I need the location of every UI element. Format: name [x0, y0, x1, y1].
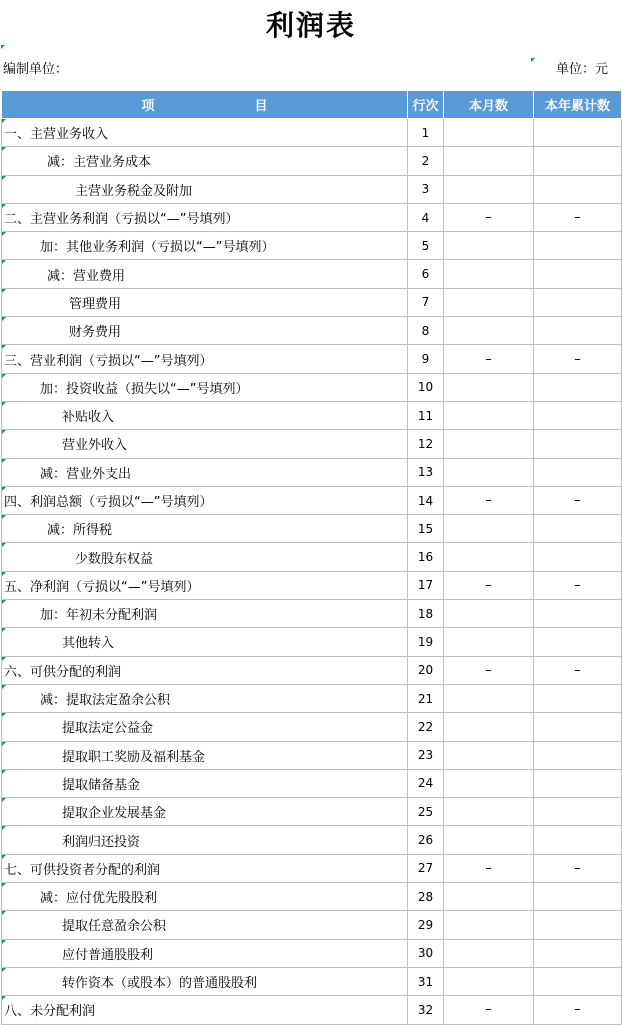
row-month-amount[interactable] — [444, 543, 534, 571]
table-row — [2, 317, 622, 345]
table-row — [2, 373, 622, 401]
cell-marker — [2, 147, 6, 151]
row-item-cell[interactable] — [2, 996, 408, 1024]
cell-marker — [2, 657, 6, 661]
row-item-cell[interactable] — [2, 119, 408, 147]
row-item-cell[interactable] — [2, 260, 408, 288]
cell-marker — [2, 204, 6, 208]
table-row — [2, 883, 622, 911]
table-row — [2, 684, 622, 712]
row-ytd-amount[interactable] — [534, 741, 622, 769]
income-statement-table — [1, 90, 622, 1025]
row-ytd-amount[interactable] — [534, 515, 622, 543]
row-label: 提取职工奖励及福利基金 — [62, 749, 206, 765]
row-month-amount[interactable]: – — [444, 571, 534, 599]
row-item-cell[interactable] — [2, 203, 408, 231]
table-row — [2, 232, 622, 260]
row-line-number[interactable]: 16 — [408, 543, 444, 571]
row-month-amount[interactable] — [444, 458, 534, 486]
row-month-amount[interactable] — [444, 798, 534, 826]
row-label: 管理费用 — [69, 296, 122, 312]
cell-marker — [2, 176, 6, 180]
row-line-number[interactable]: 21 — [408, 684, 444, 712]
row-line-number[interactable]: 13 — [408, 458, 444, 486]
row-month-amount[interactable] — [444, 317, 534, 345]
cell-marker — [1, 45, 5, 49]
row-ytd-amount[interactable] — [534, 883, 622, 911]
cell-marker — [2, 628, 6, 632]
cell-marker — [2, 572, 6, 576]
cell-marker — [2, 430, 6, 434]
row-item-cell[interactable] — [2, 600, 408, 628]
cell-marker — [2, 402, 6, 406]
row-line-number[interactable]: 31 — [408, 967, 444, 995]
row-month-amount[interactable] — [444, 401, 534, 429]
table-row — [2, 939, 622, 967]
row-label: 利润归还投资 — [62, 834, 141, 850]
row-ytd-amount[interactable] — [534, 260, 622, 288]
row-month-amount[interactable] — [444, 260, 534, 288]
row-item-cell[interactable] — [2, 373, 408, 401]
row-label: 七、可供投资者分配的利润 — [4, 862, 161, 878]
row-ytd-amount[interactable] — [534, 939, 622, 967]
cell-marker — [2, 119, 6, 123]
row-line-number[interactable]: 32 — [408, 996, 444, 1024]
cell-marker — [2, 317, 6, 321]
row-line-number[interactable]: 5 — [408, 232, 444, 260]
row-line-number[interactable]: 15 — [408, 515, 444, 543]
unit-label: 单位：元 — [555, 62, 608, 77]
row-line-number[interactable]: 12 — [408, 430, 444, 458]
row-item-cell[interactable] — [2, 317, 408, 345]
row-month-amount[interactable]: – — [444, 656, 534, 684]
table-row — [2, 515, 622, 543]
row-line-number[interactable]: 29 — [408, 911, 444, 939]
row-label: 减：所得税 — [47, 523, 113, 539]
cell-marker — [2, 855, 6, 859]
table-row — [2, 713, 622, 741]
row-label: 少数股东权益 — [75, 551, 154, 567]
table-row — [2, 656, 622, 684]
table-row — [2, 175, 622, 203]
row-item-cell[interactable] — [2, 656, 408, 684]
row-item-cell[interactable] — [2, 967, 408, 995]
row-item-cell[interactable] — [2, 288, 408, 316]
row-ytd-amount[interactable] — [534, 911, 622, 939]
row-ytd-amount[interactable] — [534, 967, 622, 995]
row-ytd-amount[interactable]: – — [534, 203, 622, 231]
row-month-amount[interactable]: – — [444, 345, 534, 373]
row-month-amount[interactable] — [444, 769, 534, 797]
row-line-number[interactable]: 10 — [408, 373, 444, 401]
row-ytd-amount[interactable] — [534, 713, 622, 741]
row-line-number[interactable]: 23 — [408, 741, 444, 769]
table-row — [2, 203, 622, 231]
row-label: 提取任意盈余公积 — [62, 919, 167, 935]
row-label: 加：投资收益（损失以“—”号填列） — [40, 381, 249, 397]
cell-marker — [2, 826, 6, 830]
row-line-number[interactable]: 20 — [408, 656, 444, 684]
table-row — [2, 798, 622, 826]
row-label: 其他转入 — [62, 636, 115, 652]
row-ytd-amount[interactable] — [534, 232, 622, 260]
cell-marker — [2, 911, 6, 915]
row-item-cell[interactable] — [2, 147, 408, 175]
row-item-cell[interactable] — [2, 684, 408, 712]
row-line-number[interactable]: 19 — [408, 628, 444, 656]
row-month-amount[interactable] — [444, 175, 534, 203]
cell-marker — [2, 515, 6, 519]
row-item-cell[interactable] — [2, 458, 408, 486]
cell-marker — [2, 968, 6, 972]
row-label: 八、未分配利润 — [4, 1004, 96, 1020]
row-month-amount[interactable] — [444, 967, 534, 995]
row-label: 补贴收入 — [62, 410, 115, 426]
row-line-number[interactable]: 4 — [408, 203, 444, 231]
row-month-amount[interactable] — [444, 288, 534, 316]
column-header-month: 本月数 — [444, 91, 534, 119]
row-item-cell[interactable] — [2, 486, 408, 514]
row-label: 减：营业费用 — [47, 268, 126, 284]
row-item-cell[interactable] — [2, 854, 408, 882]
table-row — [2, 147, 622, 175]
table-row — [2, 260, 622, 288]
row-ytd-amount[interactable] — [534, 317, 622, 345]
row-label: 二、主营业务利润（亏损以“—”号填列） — [4, 212, 239, 228]
row-label: 减：应付优先股股利 — [40, 891, 158, 907]
row-line-number[interactable]: 6 — [408, 260, 444, 288]
row-ytd-amount[interactable]: – — [534, 854, 622, 882]
row-month-amount[interactable] — [444, 515, 534, 543]
column-header-item — [2, 91, 408, 119]
row-month-amount[interactable] — [444, 826, 534, 854]
row-month-amount[interactable] — [444, 628, 534, 656]
org-label: 编制单位： — [3, 62, 69, 77]
row-month-amount[interactable] — [444, 430, 534, 458]
cell-marker — [2, 713, 6, 717]
table-row — [2, 430, 622, 458]
report-meta — [0, 60, 622, 80]
table-row — [2, 458, 622, 486]
row-ytd-amount[interactable] — [534, 288, 622, 316]
cell-marker — [2, 487, 6, 491]
row-month-amount[interactable] — [444, 741, 534, 769]
table-row — [2, 996, 622, 1024]
cell-marker — [2, 600, 6, 604]
row-label: 提取法定公益金 — [62, 721, 154, 737]
row-month-amount[interactable] — [444, 119, 534, 147]
row-line-number[interactable]: 27 — [408, 854, 444, 882]
row-line-number[interactable]: 3 — [408, 175, 444, 203]
table-row — [2, 401, 622, 429]
row-item-cell[interactable] — [2, 741, 408, 769]
table-row — [2, 628, 622, 656]
cell-marker — [2, 543, 6, 547]
row-label: 减：主营业务成本 — [47, 155, 152, 171]
row-line-number[interactable]: 24 — [408, 769, 444, 797]
row-ytd-amount[interactable] — [534, 769, 622, 797]
cell-marker — [2, 770, 6, 774]
cell-marker — [2, 232, 6, 236]
row-label: 营业外收入 — [62, 438, 128, 454]
cell-marker — [2, 798, 6, 802]
row-month-amount[interactable] — [444, 600, 534, 628]
row-item-cell[interactable] — [2, 571, 408, 599]
row-ytd-amount[interactable] — [534, 798, 622, 826]
row-label: 加：年初未分配利润 — [40, 608, 158, 624]
row-item-cell[interactable] — [2, 826, 408, 854]
row-month-amount[interactable] — [444, 232, 534, 260]
row-ytd-amount[interactable] — [534, 826, 622, 854]
row-month-amount[interactable] — [444, 373, 534, 401]
table-row — [2, 826, 622, 854]
table-row — [2, 769, 622, 797]
row-line-number[interactable]: 18 — [408, 600, 444, 628]
row-line-number[interactable]: 7 — [408, 288, 444, 316]
row-label: 提取企业发展基金 — [62, 806, 167, 822]
row-ytd-amount[interactable] — [534, 600, 622, 628]
table-row — [2, 741, 622, 769]
row-month-amount[interactable]: – — [444, 486, 534, 514]
cell-marker — [2, 883, 6, 887]
row-ytd-amount[interactable] — [534, 430, 622, 458]
row-line-number[interactable]: 8 — [408, 317, 444, 345]
row-item-cell[interactable] — [2, 883, 408, 911]
cell-marker — [2, 260, 6, 264]
cell-marker — [2, 459, 6, 463]
table-row — [2, 119, 622, 147]
row-ytd-amount[interactable] — [534, 147, 622, 175]
row-month-amount[interactable]: – — [444, 854, 534, 882]
cell-marker — [2, 742, 6, 746]
cell-marker — [2, 374, 6, 378]
row-ytd-amount[interactable]: – — [534, 656, 622, 684]
row-line-number[interactable]: 28 — [408, 883, 444, 911]
row-label: 五、净利润（亏损以“—”号填列） — [4, 579, 200, 595]
row-label: 财务费用 — [69, 325, 122, 341]
row-label: 提取储备基金 — [62, 777, 141, 793]
row-item-cell[interactable] — [2, 401, 408, 429]
row-item-cell[interactable] — [2, 515, 408, 543]
row-month-amount[interactable] — [444, 713, 534, 741]
row-line-number[interactable]: 14 — [408, 486, 444, 514]
table-row — [2, 967, 622, 995]
table-row — [2, 600, 622, 628]
row-line-number[interactable]: 17 — [408, 571, 444, 599]
cell-marker — [2, 289, 6, 293]
row-line-number[interactable]: 1 — [408, 119, 444, 147]
page-title: 利润表 — [265, 9, 356, 42]
row-label: 减：营业外支出 — [40, 466, 132, 482]
row-item-cell[interactable] — [2, 345, 408, 373]
cell-marker — [2, 940, 6, 944]
row-ytd-amount[interactable] — [534, 119, 622, 147]
row-item-cell[interactable] — [2, 939, 408, 967]
row-line-number[interactable]: 30 — [408, 939, 444, 967]
column-header-ytd: 本年累计数 — [534, 91, 622, 119]
row-item-cell[interactable] — [2, 175, 408, 203]
row-ytd-amount[interactable] — [534, 373, 622, 401]
cell-marker — [2, 996, 6, 1000]
row-month-amount[interactable] — [444, 939, 534, 967]
table-row — [2, 288, 622, 316]
cell-marker — [2, 685, 6, 689]
row-line-number[interactable]: 2 — [408, 147, 444, 175]
row-ytd-amount[interactable]: – — [534, 486, 622, 514]
table-row — [2, 543, 622, 571]
row-item-cell[interactable] — [2, 798, 408, 826]
row-ytd-amount[interactable] — [534, 543, 622, 571]
row-line-number[interactable]: 26 — [408, 826, 444, 854]
row-item-cell[interactable] — [2, 911, 408, 939]
row-item-cell[interactable] — [2, 713, 408, 741]
row-label: 六、可供分配的利润 — [4, 664, 122, 680]
row-item-cell[interactable] — [2, 769, 408, 797]
row-month-amount[interactable] — [444, 147, 534, 175]
row-label: 四、利润总额（亏损以“—”号填列） — [4, 495, 213, 510]
column-header-item-right: 目 — [254, 99, 268, 114]
row-label: 减：提取法定盈余公积 — [40, 693, 171, 709]
column-header-line: 行次 — [408, 91, 444, 119]
row-label: 转作资本（或股本）的普通股股利 — [62, 976, 258, 992]
row-ytd-amount[interactable] — [534, 175, 622, 203]
row-label: 三、营业利润（亏损以“—”号填列） — [4, 353, 213, 369]
row-item-cell[interactable] — [2, 430, 408, 458]
table-row — [2, 345, 622, 373]
row-month-amount[interactable]: – — [444, 203, 534, 231]
table-row — [2, 486, 622, 514]
table-header-row — [2, 91, 622, 119]
row-ytd-amount[interactable] — [534, 684, 622, 712]
row-line-number[interactable]: 22 — [408, 713, 444, 741]
row-label: 主营业务税金及附加 — [75, 183, 193, 199]
row-ytd-amount[interactable]: – — [534, 996, 622, 1024]
row-ytd-amount[interactable] — [534, 401, 622, 429]
row-ytd-amount[interactable]: – — [534, 571, 622, 599]
row-item-cell[interactable] — [2, 543, 408, 571]
table-row — [2, 854, 622, 882]
row-ytd-amount[interactable] — [534, 458, 622, 486]
row-line-number[interactable]: 25 — [408, 798, 444, 826]
row-month-amount[interactable] — [444, 684, 534, 712]
row-label: 应付普通股股利 — [62, 947, 154, 963]
row-label: 加：其他业务利润（亏损以“—”号填列） — [40, 240, 275, 256]
column-header-item-left: 项 — [141, 99, 155, 114]
row-item-cell[interactable] — [2, 628, 408, 656]
row-ytd-amount[interactable] — [534, 628, 622, 656]
table-row — [2, 571, 622, 599]
row-label: 一、主营业务收入 — [4, 127, 109, 143]
row-ytd-amount[interactable]: – — [534, 345, 622, 373]
cell-marker — [2, 345, 6, 349]
table-row — [2, 911, 622, 939]
row-month-amount[interactable] — [444, 883, 534, 911]
row-line-number[interactable]: 11 — [408, 401, 444, 429]
row-month-amount[interactable] — [444, 911, 534, 939]
row-item-cell[interactable] — [2, 232, 408, 260]
row-month-amount[interactable]: – — [444, 996, 534, 1024]
row-line-number[interactable]: 9 — [408, 345, 444, 373]
